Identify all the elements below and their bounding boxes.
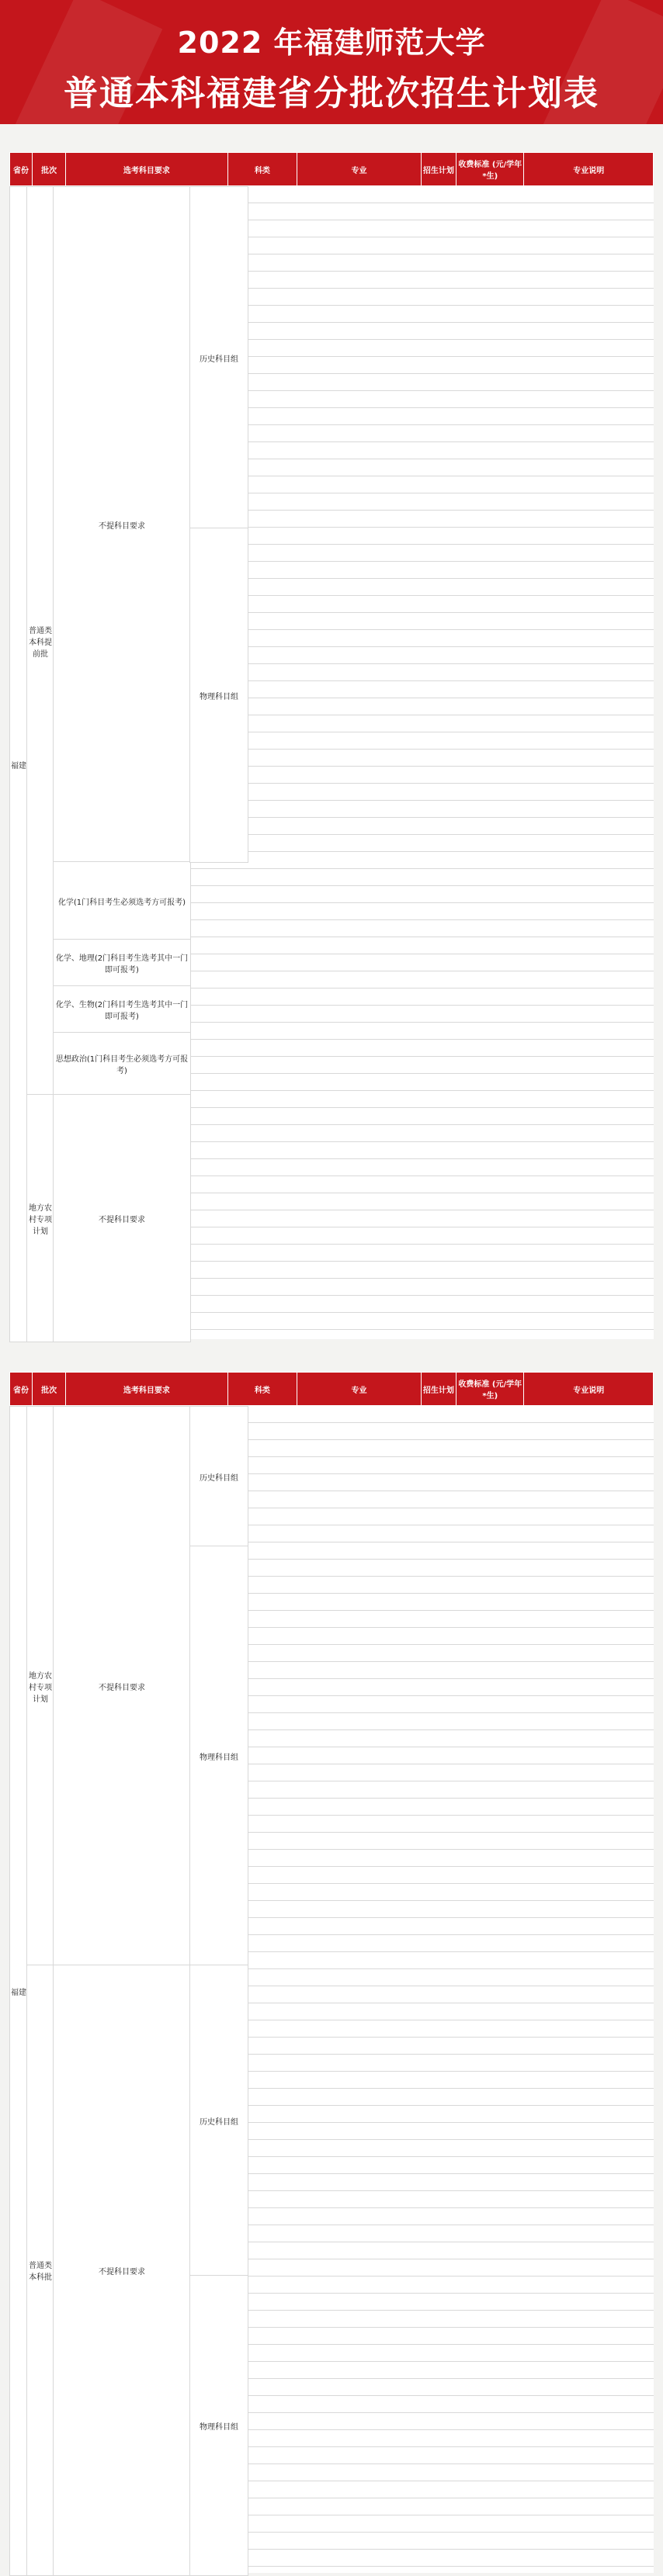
page-title-line2: 普通本科福建省分批次招生计划表 <box>64 74 599 113</box>
table-body <box>9 186 654 1341</box>
cell-no-req-rural: 不提科目要求 <box>53 1094 191 1342</box>
col-batch: 批次 <box>33 153 66 186</box>
col-category: 科类 <box>227 153 297 186</box>
col-notes: 专业说明 <box>524 153 654 186</box>
cell-no-req: 不提科目要求 <box>53 186 191 863</box>
cell-physics: 物理科目组 <box>189 1546 248 1966</box>
col-plan: 招生计划 <box>421 153 456 186</box>
col-province: 省份 <box>10 153 33 186</box>
cell-req-politics: 思想政治(1门科目考生必须选考方可报考) <box>53 1032 191 1096</box>
cell-no-req-rural: 不提科目要求 <box>53 1406 191 1966</box>
col-plan: 招生计划 <box>421 1373 456 1406</box>
cell-history: 历史科目组 <box>189 1406 248 1547</box>
col-fee: 收费标准 (元/学年*生) <box>456 153 524 186</box>
cell-batch-early: 普通类本科提前批 <box>26 186 54 1096</box>
cell-req-chem-geo: 化学、地理(2门科目考生选考其中一门即可报考) <box>53 939 191 987</box>
cell-batch-regular: 普通类本科批 <box>26 1965 54 2576</box>
col-fee: 收费标准 (元/学年*生) <box>456 1373 524 1406</box>
cell-req-chem1: 化学(1门科目考生必须选考方可报考) <box>53 861 191 940</box>
cell-req-chem-bio: 化学、生物(2门科目考生选考其中一门即可报考) <box>53 985 191 1034</box>
table-header-row <box>9 152 654 186</box>
col-province: 省份 <box>10 1373 33 1406</box>
cell-batch-rural: 地方农村专项计划 <box>26 1406 54 1966</box>
cell-no-req-regular: 不提科目要求 <box>53 1965 191 2576</box>
col-major: 专业 <box>297 153 422 186</box>
page-header <box>0 0 663 124</box>
plan-table-page2 <box>9 1372 654 2573</box>
col-category: 科类 <box>227 1373 297 1406</box>
plan-table-page1 <box>9 152 654 1339</box>
cell-province: 福建 <box>9 1406 28 2576</box>
table-header-row <box>9 1372 654 1406</box>
page-title-line1: 2022 年福建师范大学 <box>177 26 486 60</box>
cell-history: 历史科目组 <box>189 186 248 529</box>
cell-history-regular: 历史科目组 <box>189 1965 248 2277</box>
cell-batch-rural: 地方农村专项计划 <box>26 1094 54 1342</box>
col-subject-req: 选考科目要求 <box>66 1373 227 1406</box>
cell-physics-regular: 物理科目组 <box>189 2275 248 2576</box>
col-notes: 专业说明 <box>524 1373 654 1406</box>
cell-province: 福建 <box>9 186 28 1342</box>
col-batch: 批次 <box>33 1373 66 1406</box>
col-major: 专业 <box>297 1373 422 1406</box>
col-subject-req: 选考科目要求 <box>66 153 227 186</box>
table-body <box>9 1406 654 2574</box>
cell-physics: 物理科目组 <box>189 528 248 863</box>
